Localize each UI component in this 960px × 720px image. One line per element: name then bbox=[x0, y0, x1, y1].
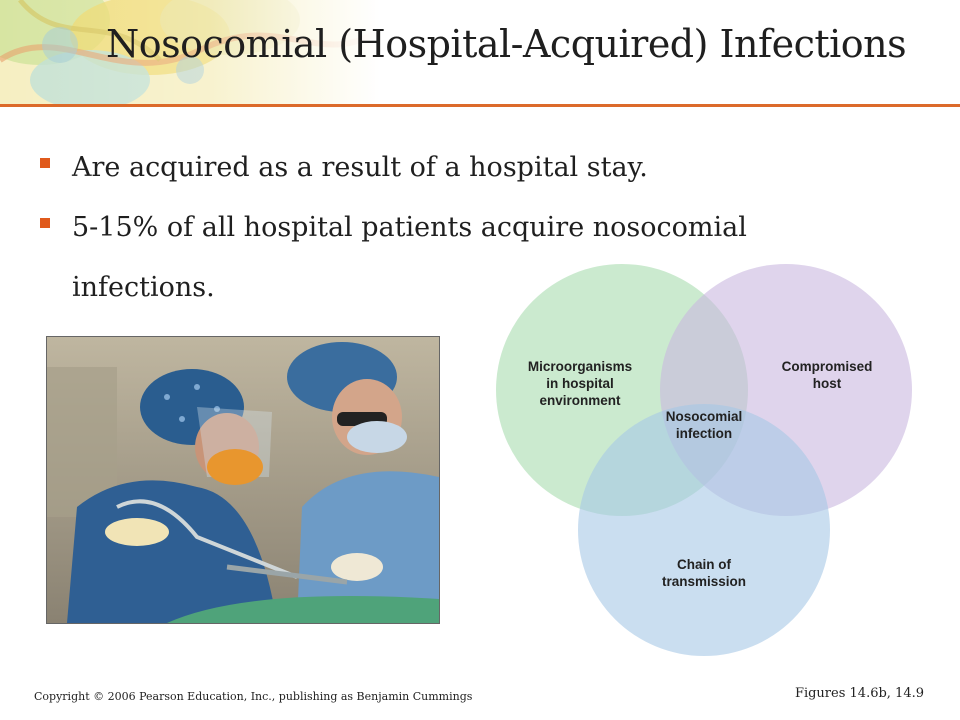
surgeons-photo bbox=[46, 336, 440, 624]
figure-reference: Figures 14.6b, 14.9 bbox=[794, 686, 924, 701]
bullet-marker bbox=[40, 218, 50, 228]
bullet-marker bbox=[40, 158, 50, 168]
bullet-text: 5-15% of all hospital patients acquire nosocomial infections. bbox=[72, 212, 747, 303]
label-compromised-host: Compromised host bbox=[781, 359, 873, 391]
slide-title: Nosocomial (Hospital-Acquired) Infections bbox=[106, 22, 907, 66]
label-microorganisms: Microorganisms in hospital environment bbox=[527, 359, 633, 408]
bullet-item bbox=[38, 138, 918, 198]
venn-diagram bbox=[490, 262, 920, 662]
title-divider bbox=[0, 104, 960, 107]
label-nosocomial-infection: Nosocomial infection bbox=[665, 409, 743, 441]
copyright-text: Copyright © 2006 Pearson Education, Inc., publishing as Benjamin Cummings bbox=[34, 690, 473, 703]
label-chain-of-transmission: Chain of transmission bbox=[661, 557, 747, 589]
bullet-text: Are acquired as a result of a hospital stay. bbox=[72, 152, 648, 183]
